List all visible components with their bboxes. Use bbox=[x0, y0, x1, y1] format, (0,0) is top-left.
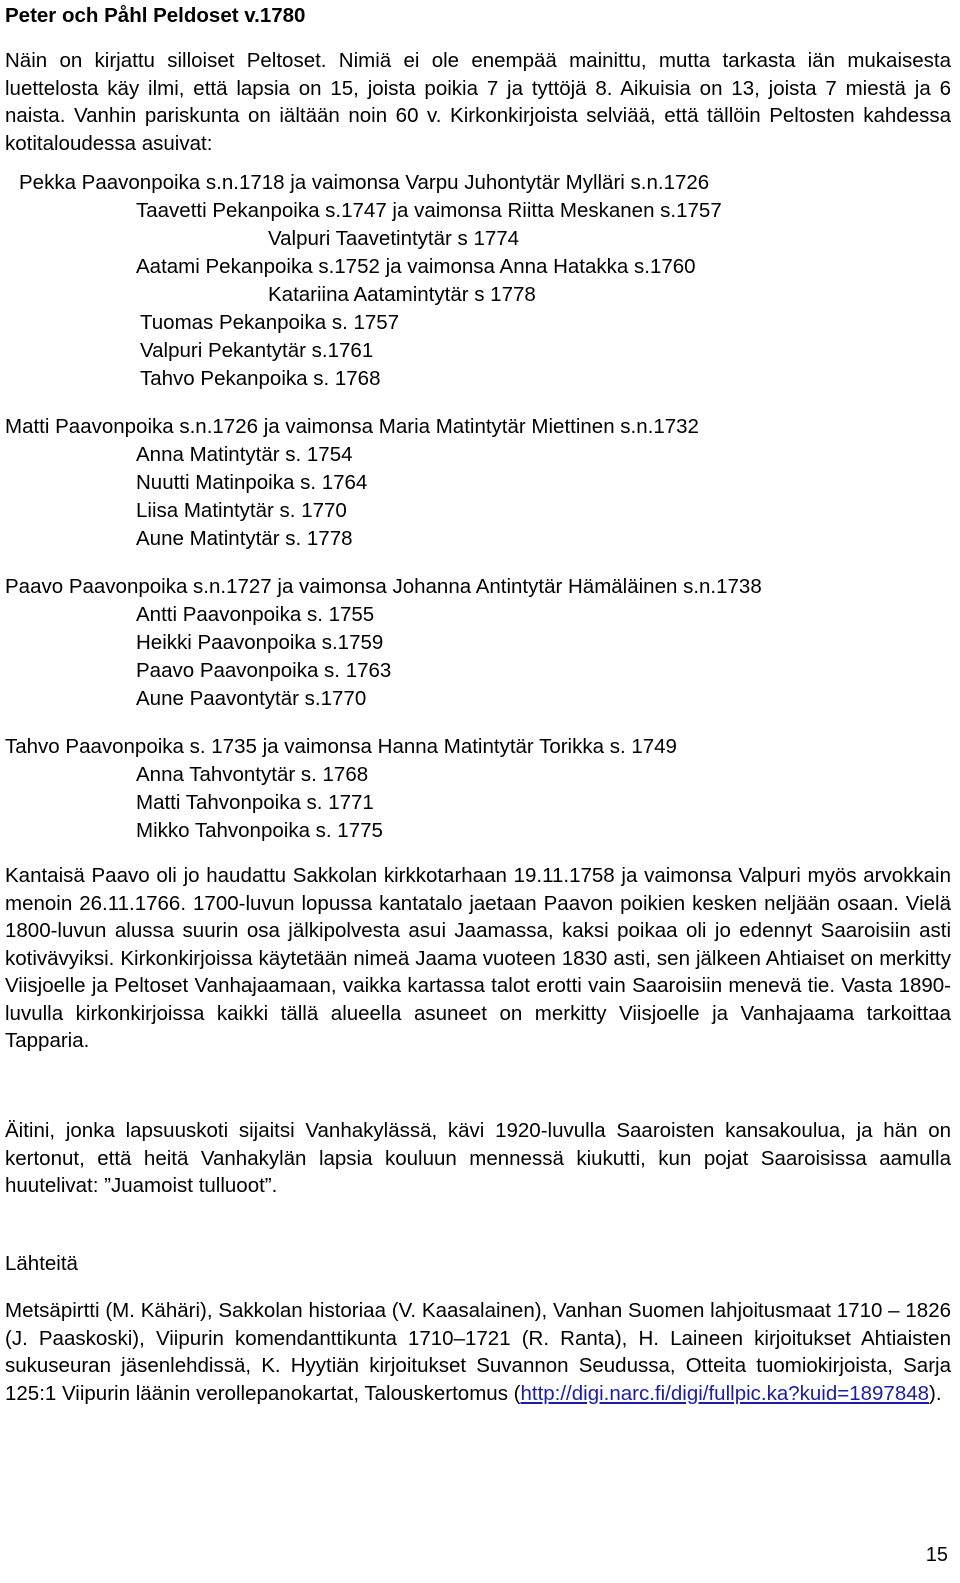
sources-heading: Lähteitä bbox=[5, 1252, 78, 1275]
sources-paragraph bbox=[5, 1297, 951, 1407]
family-child: Aune Matintytär s. 1778 bbox=[136, 527, 353, 550]
source-link[interactable]: http://digi.narc.fi/digi/fullpic.ka?kuid=1897848 bbox=[520, 1381, 930, 1405]
family-child: Antti Paavonpoika s. 1755 bbox=[136, 603, 375, 626]
family-row: Aatami Pekanpoika s.1752 ja vaimonsa Anna Hatakka s.1760 bbox=[136, 255, 696, 278]
family-head-paavo: Paavo Paavonpoika s.n.1727 ja vaimonsa Johanna Antintytär Hämäläinen s.n.1738 bbox=[5, 575, 762, 598]
family-row: Valpuri Taavetintytär s 1774 bbox=[268, 227, 520, 250]
page-title: Peter och Påhl Peldoset v.1780 bbox=[5, 4, 306, 27]
family-child: Liisa Matintytär s. 1770 bbox=[136, 499, 347, 522]
family-child: Paavo Paavonpoika s. 1763 bbox=[136, 659, 392, 682]
page-number: 15 bbox=[925, 1544, 948, 1566]
family-head-tahvo: Tahvo Paavonpoika s. 1735 ja vaimonsa Hanna Matintytär Torikka s. 1749 bbox=[5, 735, 677, 758]
history-paragraph: Kantaisä Paavo oli jo haudattu Sakkolan kirkkotarhaan 19.11.1758 ja vaimonsa Valpuri myös arvokkain menoin 26.11.1766. 1700-luvun lopussa kantatalo jaetaan Paavon poikien kesken neljään osaan. Vielä 1800-luvun alussa suurin osa jälkipolvesta asui Jaamassa, kaksi poikaa oli jo edennyt Saaroisiin asti kotivävyiksi. Kirkonkirjoissa käytetään nimeä Jaama vuoteen 1830 asti, sen jälkeen Ahtiaiset on merkitty Viisjoelle ja Peltoset Vanhajaamaan, vaikka kartassa talot erotti vain Saaroisiin menevä tie. Vasta 1890-luvulla kirkonkirjoissa kaikki tällä alueella asuneet on merkitty Viisjoelle ja Vanhajaama tarkoittaa Tapparia. bbox=[5, 864, 951, 1052]
family-row: Valpuri Pekantytär s.1761 bbox=[140, 339, 374, 362]
family-row: Tuomas Pekanpoika s. 1757 bbox=[140, 311, 400, 334]
sources-text: Metsäpirtti (M. Kähäri), Sakkolan historiaa (V. Kaasalainen), Vanhan Suomen lahjoitusmaat 1710 – 1826 (J. Paaskoski), Viipurin komendanttikunta 1710–1721 (R. Ranta), H. Laineen kirjoitukset Ahtiaisten sukuseuran jäsenlehdissä, K. Hyytiän kirjoitukset Suvannon Seudussa, Otteita tuomiokirjoista, Sarja 125:1 Viipurin läänin verollepanokartat, Talouskertomus ( bbox=[5, 1299, 951, 1405]
family-row: Katariina Aatamintytär s 1778 bbox=[268, 283, 536, 306]
family-child: Mikko Tahvonpoika s. 1775 bbox=[136, 819, 383, 842]
family-list bbox=[5, 169, 951, 845]
family-child: Aune Paavontytär s.1770 bbox=[136, 687, 367, 710]
family-row: Taavetti Pekanpoika s.1747 ja vaimonsa Riitta Meskanen s.1757 bbox=[136, 199, 722, 222]
family-child: Heikki Paavonpoika s.1759 bbox=[136, 631, 384, 654]
family-child: Matti Tahvonpoika s. 1771 bbox=[136, 791, 374, 814]
family-child: Nuutti Matinpoika s. 1764 bbox=[136, 471, 368, 494]
intro-paragraph: Näin on kirjattu silloiset Peltoset. Nimiä ei ole enempää mainittu, mutta tarkasta iän mukaisesta luettelosta käy ilmi, että lapsia on 15, joista poikia 7 ja tyttöjä 8. Aikuisia on 13, joista 7 miestä ja 6 naista. Vanhin pariskunta on iältään noin 60 v. Kirkonkirjoista selviää, että tällöin Peltosten kahdessa kotitaloudessa asuivat: bbox=[5, 49, 951, 155]
family-row: Tahvo Pekanpoika s. 1768 bbox=[140, 367, 381, 390]
family-head-pekka: Pekka Paavonpoika s.n.1718 ja vaimonsa Varpu Juhontytär Mylläri s.n.1726 bbox=[19, 171, 710, 194]
memory-paragraph: Äitini, jonka lapsuuskoti sijaitsi Vanhakylässä, kävi 1920-luvulla Saaroisten kansakoulua, ja hän on kertonut, että heitä Vanhakylän lapsia kouluun mennessä kiukutti, kun pojat Saaroisissa aamulla huutelivat: ”Juamoist tulluoot”. bbox=[5, 1119, 951, 1197]
family-head-matti: Matti Paavonpoika s.n.1726 ja vaimonsa Maria Matintytär Miettinen s.n.1732 bbox=[5, 415, 699, 438]
family-child: Anna Tahvontytär s. 1768 bbox=[136, 763, 369, 786]
sources-text-end: ). bbox=[929, 1381, 942, 1405]
family-child: Anna Matintytär s. 1754 bbox=[136, 443, 353, 466]
